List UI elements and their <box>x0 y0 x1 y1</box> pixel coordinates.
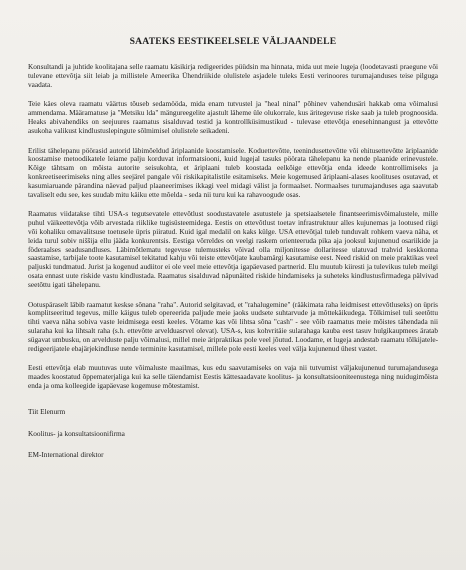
page-title: SAATEKS EESTIKEELSELE VÄLJAANDELE <box>129 36 337 47</box>
signature-name: Tiit Elenurm <box>28 406 66 416</box>
paragraph-5: Ootuspäraselt läbib raamatut kesksе sõnana "raha". Autorid selgitavad, et "rahalugemine" (rääkimata raha leidmisest ettevõtluseks) on üpris komplitseeritud tegevus, mille käigus tuleb opereerida paljude meie jaoks uudsete suhtarvude ja mõttekäikudega. Tõlkimisel tuli seetõttu tihti vaeva näha sobiva vaste leidmisega eesti keeles. Võtame kas või lihtsa sõna "cash" - see võib raamatus meie mõistes tähendada nii sularaha kui ka lihtsalt raha (s.h. ettevõtte arvelduasrvel olevat). USA-s, kus kohvritäie sularahaga kaubа eest tasuv hulgikaupmees äratab sügavat umbusku, on arvelduste palju võimalusi, millel meie äripraktikas pole veel jõutud. Loodame, et lugeja andestab raamatu tõlkijatele-redigeerijatele ebajärjekindluse nende terminite kasutamisel, millele pole eesti keeles veel välja kujunenud ühest vastet. <box>28 299 438 353</box>
paragraph-1: Konsultandi ja juhtide koolitajana selle raamatu käsikirja redigeerides püüdsin ma hinnata, mida uut meie lugeja (loodetavasti praegune või tulevane ettevõtja siit leiab ja millistele Ameerika Ühendriikide olulistele asjadele tuleks Eesti verinoores turumajanduses teise pilguga vaadata. <box>28 62 438 89</box>
paragraph-3: Erilist tähelepanu pöörasid autorid läbimõeldud äriplaanide koostamisele. Koduettevõtte, teenindusettevõtte või ehitusettevõtte äriplaanide koostamise metoodikatele leiame palju korduvat informatsiooni, kuid lugejal tasuks pöörata tähelepanu ka nende plaanide erinevustele. Kõige tähtsam on mõista autorite seisukohta, et äriplaani tuleb koostada eelkõige ettevõtja enda ideede kontrollimiseks ja konkreetiseerimiseks ning alles seejärel pangale või riskikapitalistile esitamiseks. Meie kogemused äriplaani-alases koolituses osutavad, et kasumiaruande pärandina näevad paljud plaaneerimises ikkagi veel midagi välist ja formaalset. Normaalses turumajanduses aga saavutab tavaliselt edu see, kes suudab mitu käiku ette mõelda - seda nii turu kui ka rahavoogude osas. <box>28 145 438 199</box>
paragraph-4: Raamatus viidatakse tihti USA-s tegutsevatele ettevõtlust soodustavatele asutustele ja spetsiaalsetele finantseerimisvõimalustele, mille puhul väikeettevõtja võib arvestada riiklike tugisüsteemidega. Eestis on ettevõtlust toetav infrastruktuur alles kujunemas ja lootused riigi või kohaliku omavalitsuse toetusele üpris piiratud. Kuid igal medalil on kaks külge. USA ettevõtjal tuleb tunduvalt rohkem vaeva näha, et leida turul sobiv niššija ellu jääda konkurentsis. Eestiga võrreldes on veelgi raskem orienteeruda pika aja jooksul kujunenud osariikide ja föderaalses seadusandluses. Läbimõtlematu tegevuse tulemusteks võivad olla miljonitesse dollaritesse ulatuvad trahvid keskkonna saastamise, tarbijale toote kasutamisel tekitatud kahju või teiste ettevõtjate kaubamärgi kasutamise eest. Need riskid on meie praktikas veel paljuski tundmatud. Jurist ja kogenud audiitor ei ole veel meie ettevõtja igapäevased partnerid. Elu muutub kiiresti ja tulevikus tuleb meilgi osata ennast uute riskide vastu kindlustada. Raamatus sisalduvad näpunäited riskide hindamiseks ja suheteks kindlustusfirmadega pälvivad seetõttu igati tähelepanu. <box>28 209 438 289</box>
signature-org: Koolitus- ja konsultatsioonifirma <box>28 428 125 438</box>
paragraph-6: Eesti ettevõtja elab muutuvas uute võimaluste maailmas, kus edu saavutamiseks on vaja nii tutvumist väljakujunenud turumajandusega maades koostatud õppematerjaliga kui ka selle täiendamist Eestis kättesaadavate koolitus- ja konsultatsiooniteenustega ning nuidugimõista enda ja oma kolleegide igapäevase kogemuse mõtestamist. <box>28 363 438 390</box>
paragraph-2: Teie käes oleva raamatu väärtus tõuseb sedamööda, mida enam tutvustel ja "heal ninal" põhinev vahendusäri hakkab oma võimalusi ammendama. Määramatuse ja "Metsiku lda" mängureegelite ajastult läheme üle olukorrale, kus äritegevuse riske saab ja tuleb prognoosida. Heaks abivahendiks on seejuures raamatus sisalduvad testid ja kontrollküsimustikud - tulevase ettevõtja enesehinnangust ja ettevõtte asukoha valikust kindlustuslepingute sõlmimisel olulistele seikadeni. <box>28 99 438 135</box>
signature-role: EM-International direktor <box>28 450 104 460</box>
